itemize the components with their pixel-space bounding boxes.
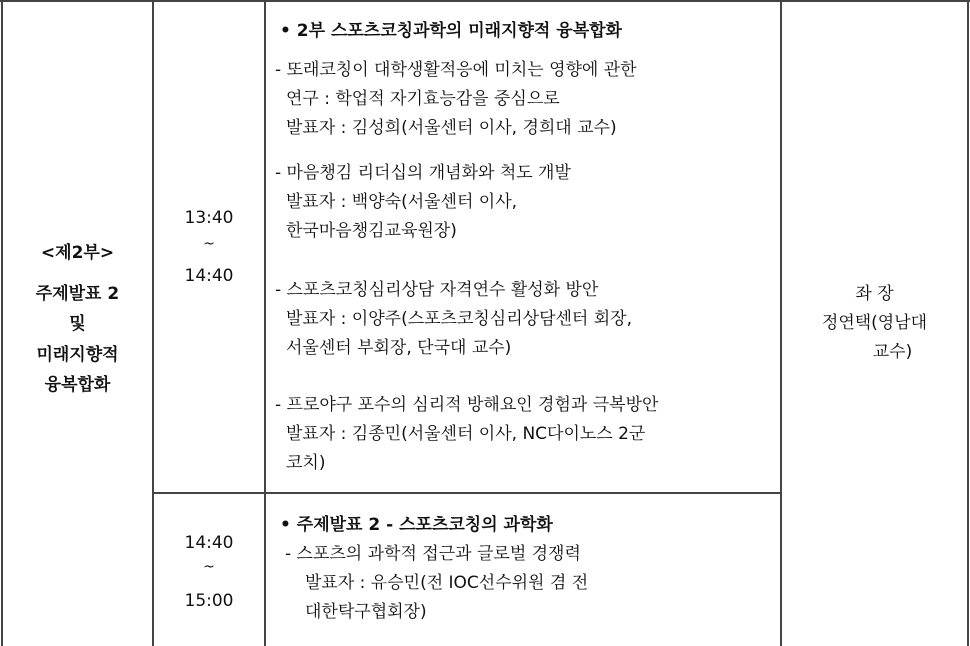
section-heading: • 2부 스포츠코칭과학의 미래지향적 융복합화 [280,21,622,41]
session-name-line: 주제발표 2 [35,284,120,304]
col-divider-2 [264,0,266,646]
time-end: 15:00 [184,591,234,611]
session-name-line: <제2부> [40,243,115,263]
talk-presenter: 발표자 : 백양숙(서울센터 이사, [286,192,518,212]
time-end: 14:40 [184,266,234,286]
talk-presenter: 발표자 : 이양주(스포츠코칭심리상담센터 회장, [286,309,632,329]
session-name-line: 미래지향적 [36,345,119,365]
section-heading: • 주제발표 2 - 스포츠코칭의 과학화 [280,515,553,535]
talk-presenter: 발표자 : 유승민(전 IOC선수위원 겸 전 [305,573,589,593]
talk-title: - 마음챙김 리더십의 개념화와 척도 개발 [275,163,571,183]
session-name-line: 융복합화 [44,375,111,395]
talk-presenter-cont: 한국마음챙김교육원장) [286,221,457,241]
talk-presenter-cont: 대한탁구협회장) [305,602,427,622]
talk-title: - 스포츠의 과학적 접근과 글로벌 경쟁력 [285,544,581,564]
talk-title: - 프로야구 포수의 심리적 방해요인 경험과 극복방안 [275,395,659,415]
talk-title: - 스포츠코칭심리상담 자격연수 활성화 방안 [275,280,599,300]
talk-title-cont: 연구 : 학업적 자기효능감을 중심으로 [286,89,560,109]
talk-presenter: 발표자 : 김성희(서울센터 이사, 경희대 교수) [286,118,617,138]
session-name-line: 및 [69,314,86,334]
right-border [967,0,969,646]
top-border [0,0,970,2]
talk-presenter: 발표자 : 김종민(서울센터 이사, NC다이노스 2군 [286,424,646,444]
talk-presenter-cont: 서울센터 부회장, 단국대 교수) [286,338,512,358]
time-tilde: ~ [203,559,215,575]
time-start: 13:40 [184,208,234,228]
talk-presenter-cont: 코치) [286,453,326,473]
chair-affiliation: 교수) [872,342,913,362]
chair-label: 좌 장 [855,284,894,304]
row-divider [152,492,782,494]
time-start: 14:40 [184,533,234,553]
chair-name: 정연택(영남대 [821,313,928,333]
talk-title: - 또래코칭이 대학생활적응에 미치는 영향에 관한 [275,60,637,80]
time-tilde: ~ [203,236,215,252]
